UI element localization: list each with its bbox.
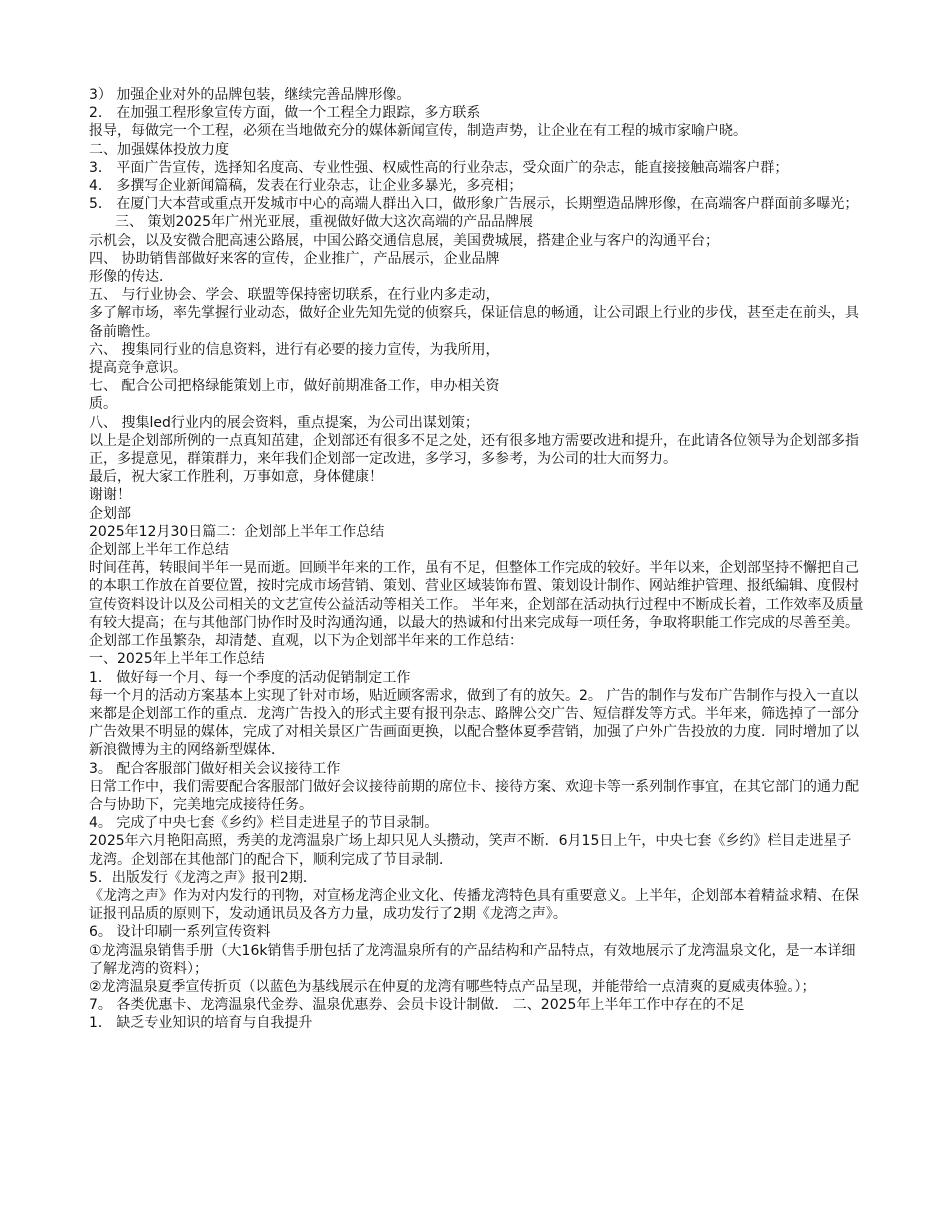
list-item: 1． 做好每一个月、每一个季度的活动促销制定工作 [89,669,411,686]
paragraph: ②龙湾温泉夏季宣传折页（以蓝色为基线展示在仲夏的龙湾有哪些特点产品呈现，并能带给一点清爽的夏威夷体验。）； [89,978,816,995]
text-line: 五、 与行业协会、学会、联盟等保持密切联系，在行业内多走动， [89,287,500,304]
text-line: 报导，每做完一个工程，必须在当地做充分的媒体新闻宣传，制造声势，让企业在有工程的城市家喻户晓。 [89,123,747,140]
list-item: 5．出版发行《龙湾之声》报刊2期． [89,869,317,886]
paragraph: 日常工作中，我们需要配合客服部门做好会议接待前期的席位卡、接待方案、欢迎卡等一系列制作事宜，在其它部门的通力配合与协助下，完美地完成接待任务。 [89,778,859,813]
paragraph: 《龙湾之声》作为对内发行的刊物，对宣杨龙湾企业文化、传播龙湾特色具有重要意义。上半年，企划部本着精益求精、在保证报刊品质的原则下，发动通讯员及各方力量，成功发行了2期《龙湾之声》。 [89,887,859,923]
list-item: 3． 平面广告宣传，选择知名度高、专业性强、权威性高的行业杂志，受众面广的杂志，能直接接触高端客户群； [89,159,789,176]
thanks-line: 谢谢！ [89,487,131,504]
list-item: 6。 设计印刷一系列宣传资料 [89,924,271,941]
list-item: 1． 缺乏专业知识的培育与自我提升 [89,1015,313,1032]
document-title: 企划部上半年工作总结 [89,542,229,559]
list-item: 4。 完成了中央七套《乡约》栏目走进星子的节目录制。 [89,815,439,832]
text-line: 六、 搜集同行业的信息资料，进行有必要的接力宣传，为我所用， [89,341,500,358]
text-line: 3） 加强企业对外的品牌包装，继续完善品牌形像。 [89,87,411,103]
paragraph: 2025年六月艳阳高照，秀美的龙湾温泉广场上却只见人头攒动，笑声不断．6月15日上午，中央七套《乡约》栏目走进星子龙湾。企划部在其他部门的配合下，顺利完成了节目录制． [89,833,852,868]
list-item: 5． 在厦门大本营或重点开发城市中心的高端人群出入口，做形象广告展示，长期塑造品牌形像，在高端客户群面前多曝光；三、 策划2025年广州光亚展，重视做好做大这次高端的产品品牌展 [89,196,859,231]
paragraph: 多了解市场，率先掌握行业动态，做好企业先知先觉的侦察兵，保证信息的畅通，让公司跟上行业的步伐，甚至走在前头，具备前瞻性。 [89,305,859,340]
paragraph: 每一个月的活动方案基本上实现了针对市场，贴近顾客需求，做到了有的放矢。2。 广告的制作与发布广告制作与投入一直以来都是企划部工作的重点．龙湾广告投入的形式主要有报刊杂志、路牌公交广告、短信群发等方式。半年来，筛选掉了一部分广告效果不明显的媒体，完成了对相关景区广告画面更换，以配合整体夏季营销，加强了户外广告投放的力度．同时增加了以新浪微博为主的网络新型媒体． [89,687,859,759]
closing-line: 最后，祝大家工作胜利，万事如意，身体健康！ [89,469,383,486]
paragraph: ①龙湾温泉销售手册（大16k销售手册包括了龙湾温泉所有的产品结构和产品特点，有效地展示了龙湾温泉文化，是一本详细了解龙湾的资料）； [89,942,856,977]
text-line: 七、 配合公司把格绿能策划上市，做好前期准备工作，申办相关资 [89,378,500,395]
date-line: 2025年12月30日篇二：企划部上半年工作总结 [89,523,385,540]
text-line: 形像的传达． [89,269,173,286]
section-heading: 一、2025年上半年工作总结 [89,651,265,668]
text-line: 质。 [89,396,117,413]
text-line: 八、 搜集led行业内的展会资料，重点提案，为公司出谋划策； [89,414,479,431]
paragraph: 以上是企划部所例的一点真知茁建，企划部还有很多不足之处，还有很多地方需要改进和提升，在此请各位领导为企划部多指正，多提意见，群策群力，来年我们企划部一定改进，多学习，多参考，为公司的壮大而努力。 [89,432,859,468]
list-item: 7。 各类优惠卡、龙湾温泉代金券、温泉优惠券、会员卡设计制做． 二、2025年上半年工作中存在的不足 [89,997,745,1014]
list-item: 4． 多撰写企业新闻篇稿，发表在行业杂志，让企业多暴光，多亮相； [89,178,523,195]
paragraph: 时间荏苒，转眼间半年一晃而逝。回顾半年来的工作，虽有不足，但整体工作完成的较好。半年以来，企划部坚持不懈把自己的本职工作放在首要位置，按时完成市场营销、策划、营业区域装饰布置、策划设计制作、网站维护管理、报纸编辑、度假村宣传资料设计以及公司相关的文艺宣传公益活动等相关工作。 半年来，企划部在活动执行过程中不断成长着，工作效率及质量有较大提高；在与其他部门协作时及时沟通沟通，以最大的热诚和付出来完成每一项任务，争取将职能工作完成的尽善至美。企划部工作虽繁杂，却清楚、直观，以下为企划部半年来的工作总结： [89,560,864,650]
text-line: 2． 在加强工程形象宣传方面，做一个工程全力跟踪，多方联系 [89,105,481,122]
signature: 企划部 [89,505,131,522]
text-line: 提高竞争意识。 [89,360,187,377]
text-line: 四、 协助销售部做好来客的宣传，企业推广，产品展示，企业品牌 [89,250,500,267]
document-body [89,86,864,1033]
list-item: 3。 配合客服部门做好相关会议接待工作 [89,760,341,777]
section-heading: 二、加强媒体投放力度 [89,141,229,158]
text-line: 示机会，以及安微合肥高速公路展，中国公路交通信息展，美国费城展，搭建企业与客户的沟通平台； [89,232,719,249]
